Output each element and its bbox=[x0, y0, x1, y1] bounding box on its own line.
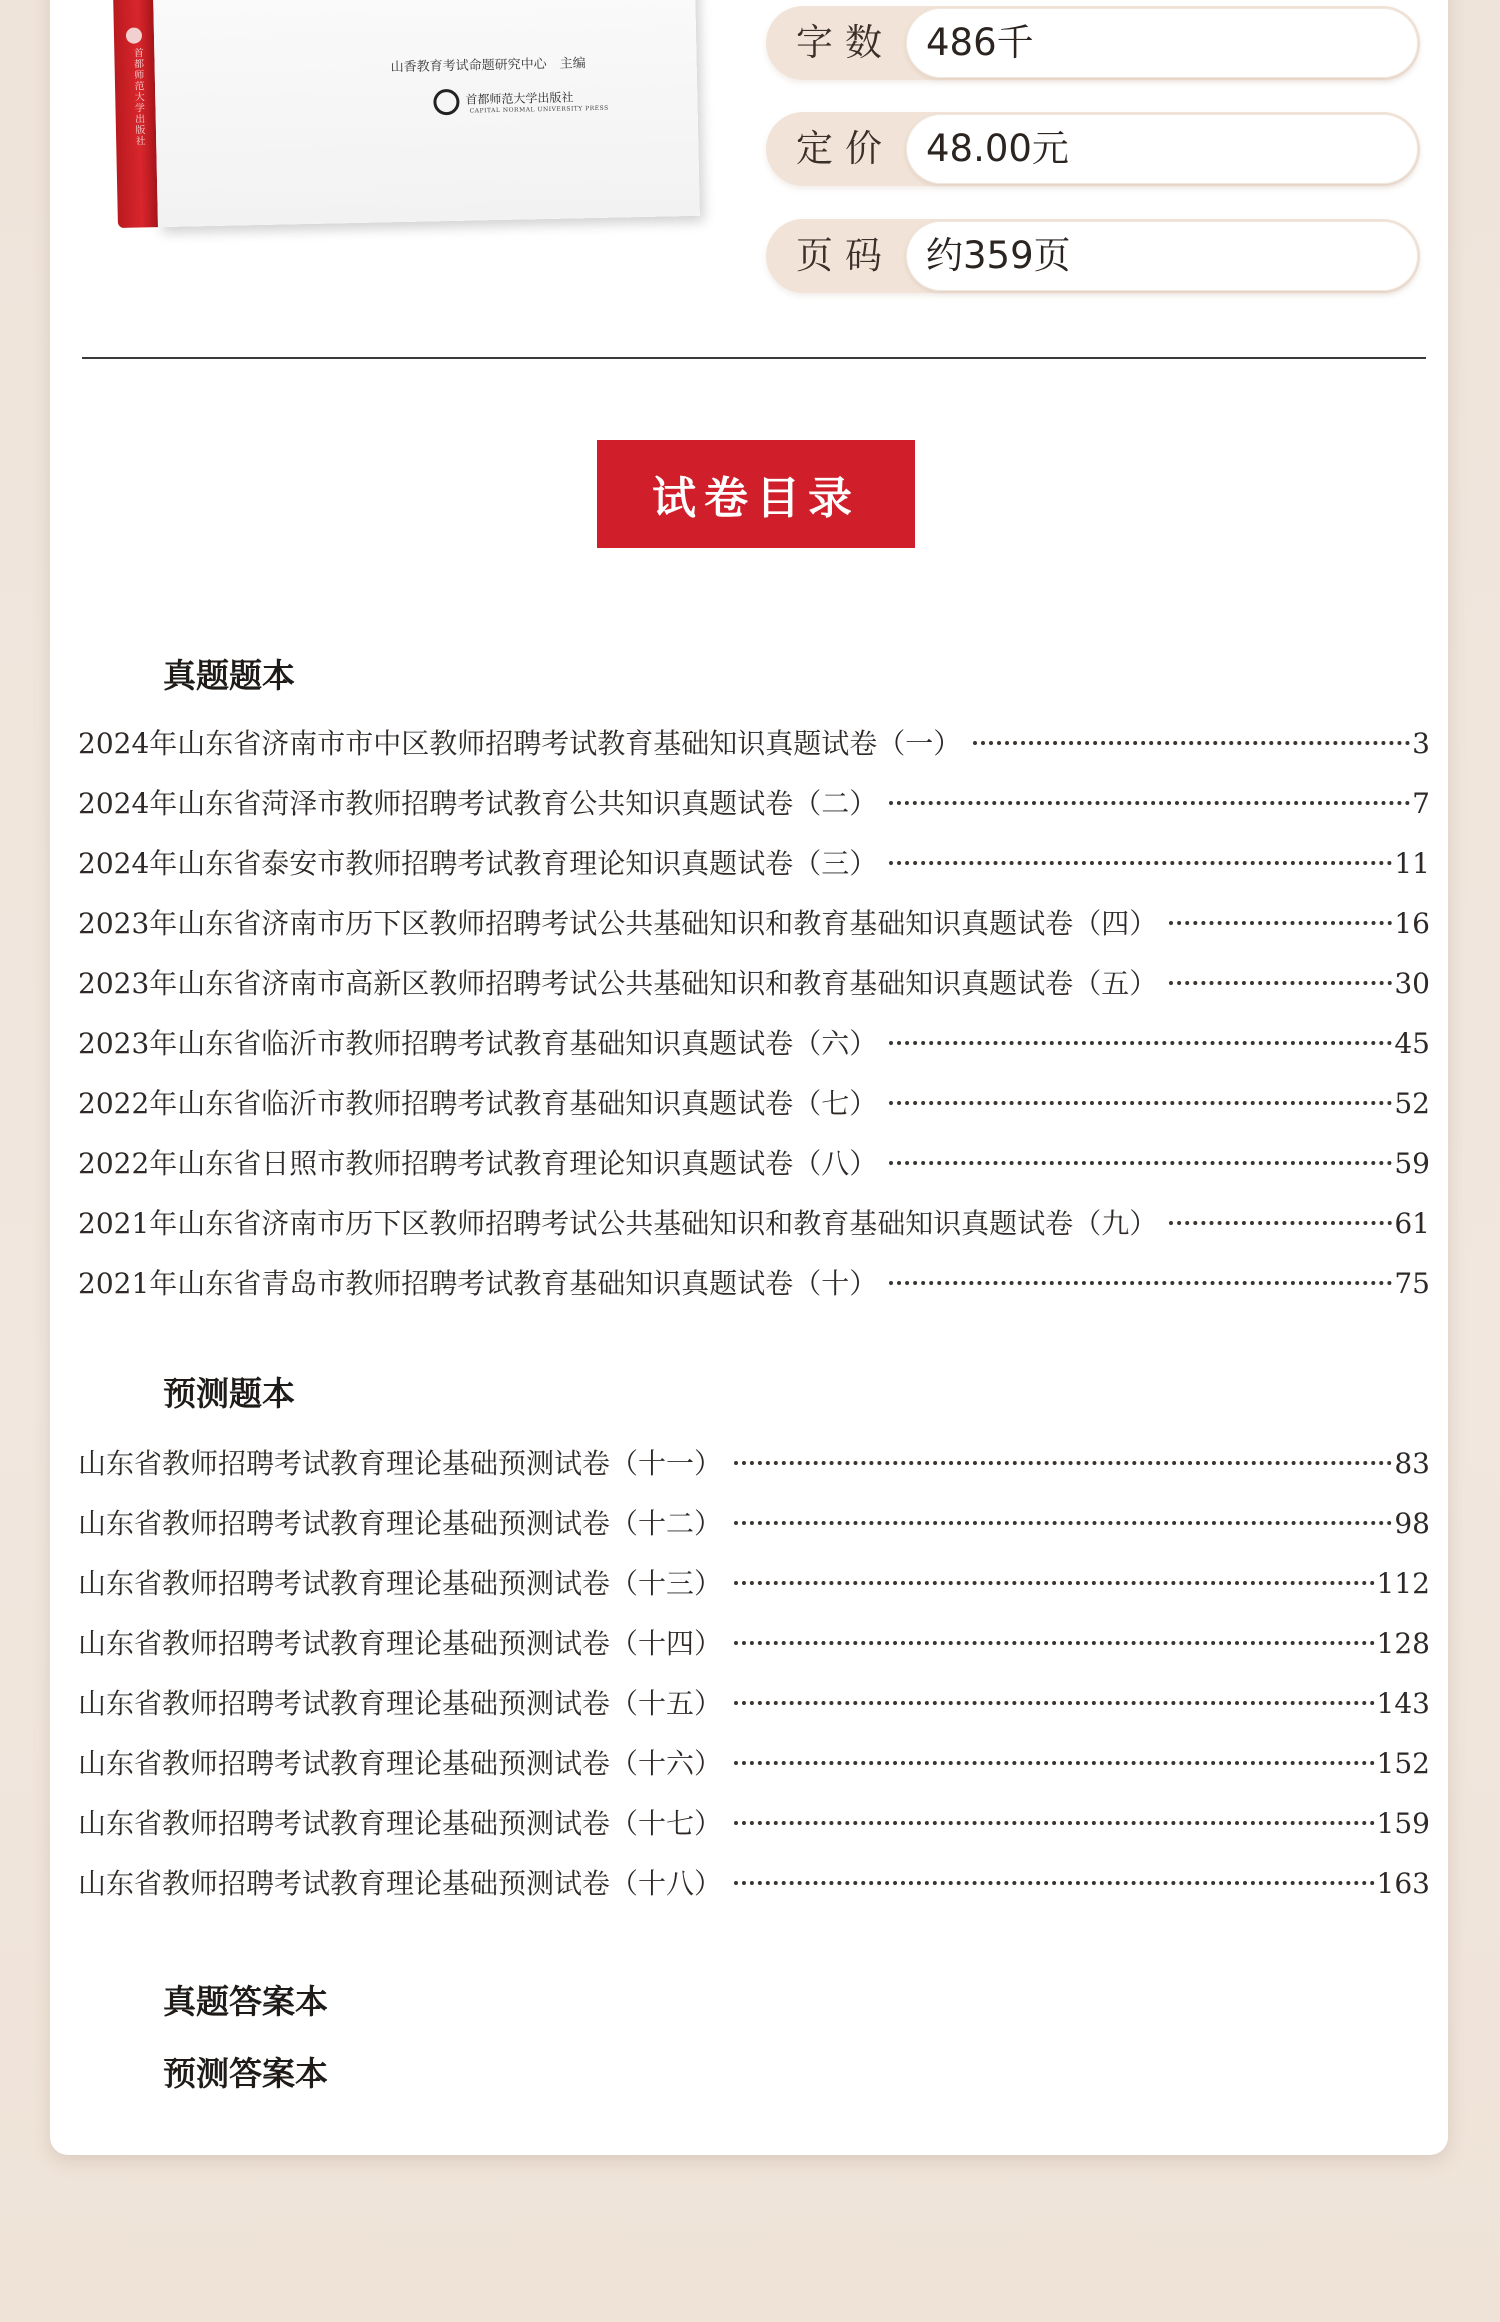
toc-item bbox=[78, 1622, 1430, 1662]
section-divider bbox=[82, 357, 1426, 359]
toc-item-page: 98 bbox=[1394, 1507, 1430, 1540]
toc-item bbox=[78, 842, 1430, 882]
toc-item bbox=[78, 1202, 1430, 1242]
toc-item-title: 山东省教师招聘考试教育理论基础预测试卷（十八） bbox=[78, 1867, 723, 1900]
toc-item bbox=[78, 902, 1430, 942]
toc-leader-dots bbox=[889, 861, 1392, 865]
toc-item-page: 45 bbox=[1394, 1027, 1430, 1060]
spec-label: 页码 bbox=[796, 234, 894, 277]
spec-value: 486千 bbox=[926, 21, 1034, 64]
toc-item bbox=[78, 1682, 1430, 1722]
toc-leader-dots bbox=[1169, 1221, 1392, 1225]
toc-item-title: 2021年山东省济南市历下区教师招聘考试公共基础知识和教育基础知识真题试卷（九） bbox=[78, 1207, 1158, 1240]
spine-logo-icon bbox=[126, 27, 142, 43]
spec-label: 字数 bbox=[796, 21, 894, 64]
toc-item-page: 11 bbox=[1394, 847, 1430, 880]
spec-value: 约359页 bbox=[926, 234, 1071, 277]
toc-leader-dots bbox=[889, 1161, 1392, 1165]
book-spine bbox=[113, 0, 158, 228]
spec-word-count bbox=[766, 6, 1420, 80]
toc-item-page: 7 bbox=[1412, 787, 1430, 820]
toc-item bbox=[78, 1262, 1430, 1302]
spec-value-box bbox=[906, 221, 1418, 291]
toc-item-page: 152 bbox=[1376, 1747, 1430, 1780]
toc-item-page: 75 bbox=[1394, 1267, 1430, 1300]
toc-item-page: 30 bbox=[1394, 967, 1430, 1000]
toc-item bbox=[78, 1082, 1430, 1122]
toc-item-page: 163 bbox=[1376, 1867, 1430, 1900]
spec-label: 定价 bbox=[796, 127, 894, 170]
toc-item bbox=[78, 1562, 1430, 1602]
toc-item-page: 52 bbox=[1394, 1087, 1430, 1120]
spec-value-box bbox=[906, 8, 1418, 78]
toc-item bbox=[78, 722, 1430, 762]
toc-item-page: 112 bbox=[1376, 1567, 1430, 1600]
section-heading-forecast: 预测题本 bbox=[163, 1374, 295, 1413]
toc-leader-dots bbox=[889, 801, 1410, 805]
toc-leader-dots bbox=[1169, 921, 1392, 925]
toc-item-title: 山东省教师招聘考试教育理论基础预测试卷（十三） bbox=[78, 1567, 723, 1600]
toc-item bbox=[78, 1142, 1430, 1182]
toc-item-title: 2022年山东省临沂市教师招聘考试教育基础知识真题试卷（七） bbox=[78, 1087, 878, 1120]
toc-leader-dots bbox=[734, 1461, 1392, 1465]
toc-item-title: 2022年山东省日照市教师招聘考试教育理论知识真题试卷（八） bbox=[78, 1147, 878, 1180]
book-publisher-en: CAPITAL NORMAL UNIVERSITY PRESS bbox=[469, 104, 609, 115]
toc-item-title: 山东省教师招聘考试教育理论基础预测试卷（十五） bbox=[78, 1687, 723, 1720]
toc-item-title: 2024年山东省济南市市中区教师招聘考试教育基础知识真题试卷（一） bbox=[78, 727, 962, 760]
toc-leader-dots bbox=[734, 1881, 1375, 1885]
section-heading-real: 真题题本 bbox=[163, 656, 295, 695]
toc-leader-dots bbox=[734, 1701, 1375, 1705]
section-heading-forecast-answers: 预测答案本 bbox=[163, 2054, 328, 2093]
toc-leader-dots bbox=[1169, 981, 1392, 985]
toc-item-page: 16 bbox=[1394, 907, 1430, 940]
toc-item bbox=[78, 1502, 1430, 1542]
toc-item-title: 山东省教师招聘考试教育理论基础预测试卷（十四） bbox=[78, 1627, 723, 1660]
toc-item-page: 59 bbox=[1394, 1147, 1430, 1180]
toc-leader-dots bbox=[734, 1821, 1375, 1825]
toc-item-page: 3 bbox=[1412, 727, 1430, 760]
toc-item-page: 143 bbox=[1376, 1687, 1430, 1720]
toc-item-page: 159 bbox=[1376, 1807, 1430, 1840]
book-publisher: 首都师范大学出版社 bbox=[465, 90, 574, 107]
book-face bbox=[153, 0, 700, 227]
toc-title: 试卷目录 bbox=[597, 440, 915, 548]
toc-item bbox=[78, 782, 1430, 822]
toc-leader-dots bbox=[734, 1761, 1375, 1765]
book-editor: 山香教育考试命题研究中心 主编 bbox=[390, 56, 586, 76]
toc-leader-dots bbox=[734, 1521, 1392, 1525]
toc-item-title: 2024年山东省菏泽市教师招聘考试教育公共知识真题试卷（二） bbox=[78, 787, 878, 820]
book-cover-image bbox=[113, 0, 700, 228]
toc-item-title: 山东省教师招聘考试教育理论基础预测试卷（十六） bbox=[78, 1747, 723, 1780]
toc-item bbox=[78, 1802, 1430, 1842]
toc-item-title: 山东省教师招聘考试教育理论基础预测试卷（十一） bbox=[78, 1447, 723, 1480]
toc-item bbox=[78, 1742, 1430, 1782]
toc-item bbox=[78, 1442, 1430, 1482]
toc-leader-dots bbox=[734, 1581, 1375, 1585]
toc-item bbox=[78, 1022, 1430, 1062]
section-heading-real-answers: 真题答案本 bbox=[163, 1982, 328, 2021]
spec-price bbox=[766, 112, 1420, 186]
toc-item-title: 2024年山东省泰安市教师招聘考试教育理论知识真题试卷（三） bbox=[78, 847, 878, 880]
toc-item-page: 61 bbox=[1394, 1207, 1430, 1240]
toc-item bbox=[78, 1862, 1430, 1902]
spec-page-count bbox=[766, 219, 1420, 293]
toc-item-title: 山东省教师招聘考试教育理论基础预测试卷（十七） bbox=[78, 1807, 723, 1840]
toc-item-title: 2023年山东省临沂市教师招聘考试教育基础知识真题试卷（六） bbox=[78, 1027, 878, 1060]
toc-item-title: 2021年山东省青岛市教师招聘考试教育基础知识真题试卷（十） bbox=[78, 1267, 878, 1300]
toc-item bbox=[78, 962, 1430, 1002]
spine-text: 首都师范大学出版社 bbox=[131, 47, 145, 147]
toc-leader-dots bbox=[973, 741, 1410, 745]
toc-item-page: 83 bbox=[1394, 1447, 1430, 1480]
spec-value: 48.00元 bbox=[926, 127, 1069, 170]
toc-leader-dots bbox=[734, 1641, 1375, 1645]
toc-leader-dots bbox=[889, 1041, 1392, 1045]
toc-item-title: 山东省教师招聘考试教育理论基础预测试卷（十二） bbox=[78, 1507, 723, 1540]
toc-leader-dots bbox=[889, 1101, 1392, 1105]
toc-item-title: 2023年山东省济南市历下区教师招聘考试公共基础知识和教育基础知识真题试卷（四） bbox=[78, 907, 1158, 940]
toc-item-title: 2023年山东省济南市高新区教师招聘考试公共基础知识和教育基础知识真题试卷（五） bbox=[78, 967, 1158, 1000]
spec-value-box bbox=[906, 114, 1418, 184]
toc-item-page: 128 bbox=[1376, 1627, 1430, 1660]
toc-leader-dots bbox=[889, 1281, 1392, 1285]
